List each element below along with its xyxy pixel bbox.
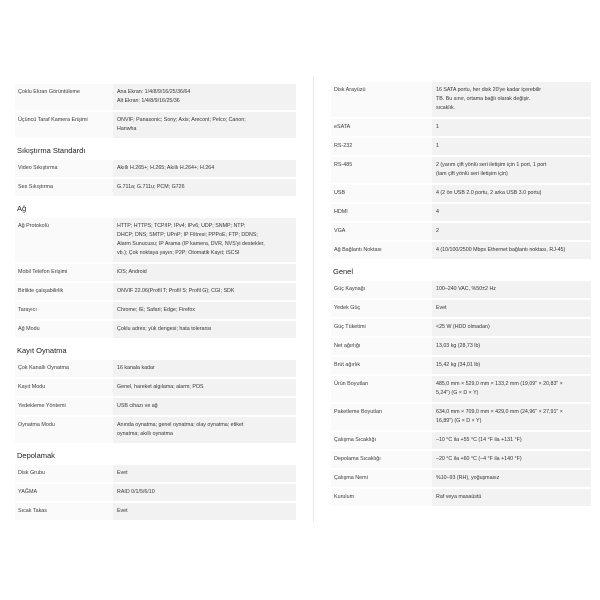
spec-value: ONVIF; Panasonic; Sony; Axis; Arecont; Pelco; Canon; Hanwha bbox=[113, 112, 296, 138]
spec-label: Disk Grubu bbox=[15, 465, 113, 482]
spec-label: Ürün Boyutları bbox=[331, 376, 432, 402]
spec-row bbox=[331, 242, 591, 259]
spec-row bbox=[15, 503, 296, 520]
spec-label: HDMI bbox=[331, 204, 432, 221]
spec-value: 634,0 mm × 709,0 mm × 429,0 mm (24,96" × 27,91" × 16,89") (G × D × Y) bbox=[432, 404, 591, 430]
spec-value: USB cihazı ve ağ bbox=[113, 398, 296, 415]
spec-value: Evet bbox=[113, 503, 296, 520]
spec-label: Çalışma Nemi bbox=[331, 470, 432, 487]
spec-label: Mobil Telefon Erişimi bbox=[15, 264, 113, 281]
spec-row bbox=[331, 338, 591, 355]
spec-label: USB bbox=[331, 185, 432, 202]
spec-row bbox=[331, 376, 591, 402]
spec-row bbox=[15, 321, 296, 338]
spec-row bbox=[331, 223, 591, 240]
spec-row bbox=[15, 417, 296, 443]
spec-label: Yedekleme Yöntemi bbox=[15, 398, 113, 415]
spec-value: G.711a; G.711u; PCM; G726 bbox=[113, 179, 296, 196]
spec-value: 4 (10/100/2500 Mbps Ethernet bağlantı noktası, RJ-45) bbox=[432, 242, 591, 259]
spec-value: 16 SATA portu, her disk 20'ye kadar içerebilir TB. Bu sınır, ortama bağlı olarak değişir. sıcaklık. bbox=[432, 82, 591, 117]
spec-value: HTTP; HTTPS; TCP/IP; IPv4; IPv6; UDP; SNMP; NTP; DHCP; DNS; SMTP; UPnP; IP Filtresi; PPPoE; FTP; DDNS; Alarm Sunucusu; IP Arama (IP kamera, DVR, NVS'yi destekler, vb.); Çok noktaya yayın; P2P; Otomatik Kayıt; iSCSI bbox=[113, 218, 296, 262]
spec-value: Chrome; IE; Safari; Edge; Firefox bbox=[113, 302, 296, 319]
spec-row bbox=[15, 360, 296, 377]
spec-value: 485,0 mm × 529,0 mm × 133,2 mm (19,09" × 20,83" × 5,24") (G × D × Y) bbox=[432, 376, 591, 402]
spec-value: Evet bbox=[113, 465, 296, 482]
spec-value: %10–93 (RH), yoğuşmasız bbox=[432, 470, 591, 487]
spec-value: Anında oynatma; genel oynatma; olay oynatma; etiket oynatma; akıllı oynatma bbox=[113, 417, 296, 443]
spec-label: Disk Arayüzü bbox=[331, 82, 432, 117]
spec-row bbox=[331, 138, 591, 155]
section-heading-storage: Depolamak bbox=[17, 451, 55, 460]
spec-value: Evet bbox=[432, 300, 591, 317]
spec-row-third-party-camera-access bbox=[15, 112, 296, 138]
spec-label: Güç Tüketimi bbox=[331, 319, 432, 336]
spec-row bbox=[15, 302, 296, 319]
spec-label: YAĞMA bbox=[15, 484, 113, 501]
spec-row bbox=[15, 398, 296, 415]
section-heading-general: Genel bbox=[333, 267, 354, 276]
spec-row bbox=[15, 465, 296, 482]
spec-label: Kurulum bbox=[331, 489, 432, 506]
spec-label: Üçüncü Taraf Kamera Erişimi bbox=[15, 112, 113, 138]
spec-row bbox=[15, 379, 296, 396]
left-spec-column bbox=[15, 84, 296, 522]
spec-row bbox=[331, 119, 591, 136]
spec-row bbox=[331, 281, 591, 298]
spec-row bbox=[331, 319, 591, 336]
spec-value: iOS; Android bbox=[113, 264, 296, 281]
spec-value: 4 bbox=[432, 204, 591, 221]
spec-label: Paketleme Boyutları bbox=[331, 404, 432, 430]
spec-value: Çoklu adres; yük dengesi; hata toleransı bbox=[113, 321, 296, 338]
spec-value: <25 W (HDD olmadan) bbox=[432, 319, 591, 336]
spec-value: –10 °C ila +55 °C (14 °F ila +131 °F) bbox=[432, 432, 591, 449]
spec-label: Çalışma Sıcaklığı bbox=[331, 432, 432, 449]
spec-row bbox=[331, 404, 591, 430]
spec-label: Çoklu Ekran Görüntüleme bbox=[15, 84, 113, 110]
section-heading-compression: Sıkıştırma Standardı bbox=[17, 146, 86, 155]
right-spec-column bbox=[331, 82, 591, 508]
spec-row bbox=[331, 157, 591, 183]
spec-value: 2 bbox=[432, 223, 591, 240]
spec-label: Ağ Modu bbox=[15, 321, 113, 338]
spec-value: 1 bbox=[432, 119, 591, 136]
spec-label: Yedek Güç bbox=[331, 300, 432, 317]
spec-label: Video Sıkıştırma bbox=[15, 160, 113, 177]
spec-label: RS-485 bbox=[331, 157, 432, 183]
spec-value: 16 kanala kadar bbox=[113, 360, 296, 377]
spec-value: 13,03 kg (28,73 lb) bbox=[432, 338, 591, 355]
spec-label: Sıcak Takas bbox=[15, 503, 113, 520]
spec-label: Ses Sıkıştırma bbox=[15, 179, 113, 196]
spec-row bbox=[331, 489, 591, 506]
spec-label: Ağ Bağlantı Noktası bbox=[331, 242, 432, 259]
spec-row-multi-screen-display bbox=[15, 84, 296, 110]
spec-row bbox=[331, 432, 591, 449]
spec-value: Ana Ekran: 1/4/8/9/16/25/36/64 Alt Ekran: 1/4/8/9/16/25/36 bbox=[113, 84, 296, 110]
spec-label: Brüt ağırlık bbox=[331, 357, 432, 374]
spec-label: RS-232 bbox=[331, 138, 432, 155]
spec-row bbox=[15, 484, 296, 501]
spec-label: Tarayıcı bbox=[15, 302, 113, 319]
spec-row bbox=[331, 185, 591, 202]
spec-row bbox=[15, 283, 296, 300]
spec-row bbox=[331, 204, 591, 221]
spec-label: Ağ Protokolü bbox=[15, 218, 113, 262]
spec-value: Raf veya masaüstü bbox=[432, 489, 591, 506]
spec-row bbox=[331, 300, 591, 317]
column-divider bbox=[313, 76, 314, 522]
spec-row bbox=[331, 357, 591, 374]
spec-label: Oynatma Modu bbox=[15, 417, 113, 443]
spec-row bbox=[331, 470, 591, 487]
spec-label: Birlikte çalışabilirlik bbox=[15, 283, 113, 300]
spec-label: Çok Kanallı Oynatma bbox=[15, 360, 113, 377]
spec-value: 100–240 VAC, %50±2 Hz bbox=[432, 281, 591, 298]
spec-label: Net ağırlığı bbox=[331, 338, 432, 355]
spec-row bbox=[15, 218, 296, 262]
spec-label: Kayıt Modu bbox=[15, 379, 113, 396]
spec-value: RAID 0/1/5/6/10 bbox=[113, 484, 296, 501]
spec-value: Genel, hareket algılama; alarm; POS bbox=[113, 379, 296, 396]
spec-label: Depolama Sıcaklığı bbox=[331, 451, 432, 468]
spec-row bbox=[331, 451, 591, 468]
spec-value: 2 (yarım çift yönlü seri iletişim için 1 port, 1 port (tam çift yönlü seri iletişim için) bbox=[432, 157, 591, 183]
spec-row bbox=[15, 264, 296, 281]
spec-value: 15,42 kg (34,01 lb) bbox=[432, 357, 591, 374]
section-heading-network: Ağ bbox=[17, 204, 27, 213]
spec-value: Akıllı H.265+; H.265; Akıllı H.264+; H.264 bbox=[113, 160, 296, 177]
spec-row bbox=[15, 179, 296, 196]
spec-label: Güç Kaynağı bbox=[331, 281, 432, 298]
spec-value: –20 °C ila +60 °C (–4 °F ila +140 °F) bbox=[432, 451, 591, 468]
spec-label: eSATA bbox=[331, 119, 432, 136]
spec-row-disk-interface bbox=[331, 82, 591, 117]
spec-value: 4 (2 ön USB 2.0 portu, 2 arka USB 3.0 portu) bbox=[432, 185, 591, 202]
spec-row bbox=[15, 160, 296, 177]
spec-value: 1 bbox=[432, 138, 591, 155]
spec-value: ONVIF 22.06(Profil T; Profil S; Profil G); CGI; SDK bbox=[113, 283, 296, 300]
section-heading-recording-playback: Kayıt Oynatma bbox=[17, 346, 67, 355]
spec-label: VGA bbox=[331, 223, 432, 240]
